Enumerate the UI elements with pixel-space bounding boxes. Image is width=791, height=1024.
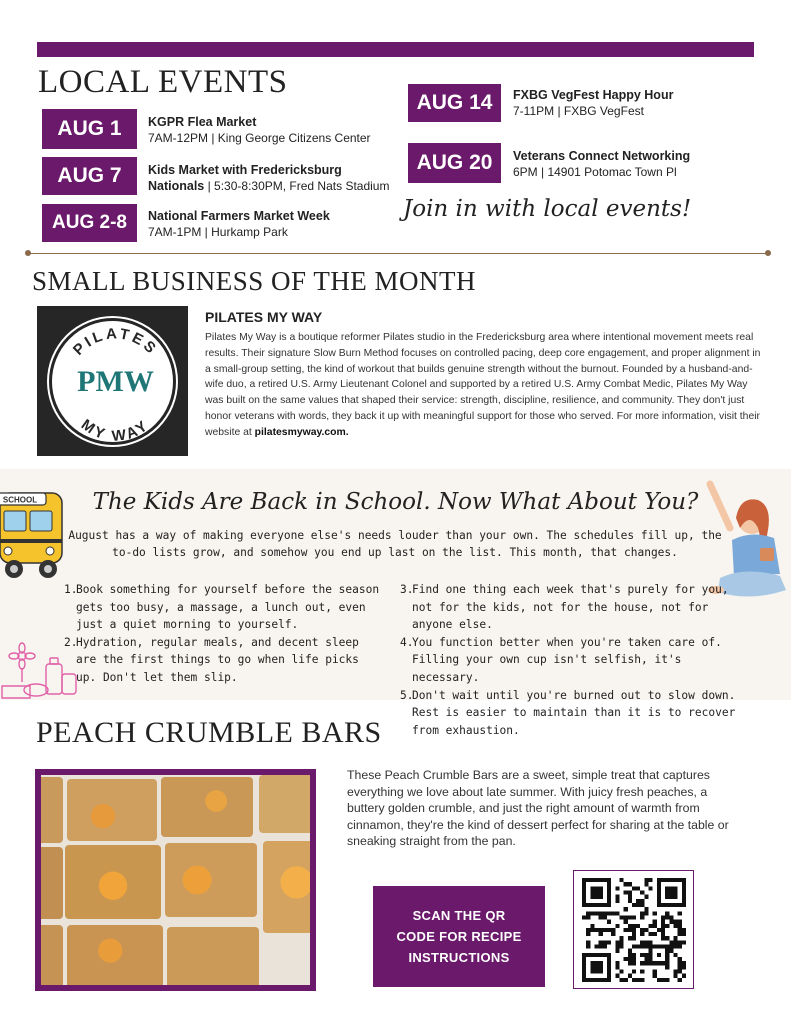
recipe-description: These Peach Crumble Bars are a sweet, simple treat that captures everything we love about late summer. With juicy fresh peaches, a buttery golden crumble, and just the right amount of warmth from cinnamon, they're the kind of dessert perfect for sharing at the table or sneaking straight from the pan. [347, 768, 729, 849]
kids-section-intro: August has a way of making everyone else's needs louder than your own. The schedules fill up, the to-do lists grow, and somehow you end up last on the list. This month, that changes. [68, 529, 722, 559]
event-details: 7-11PM | FXBG VegFest [513, 104, 644, 118]
scan-qr-label: SCAN THE QR CODE FOR RECIPE INSTRUCTIONS [396, 908, 522, 965]
business-description-text: Pilates My Way is a boutique reformer Pilates studio in the Fredericksburg area where intentional movement meets real results. Their signature Slow Burn Method focuses on controlled pacing, deep core engagement, and proper alignment in a small-group setting, the kind of workout that builds genuine strength without the burnout. Founded by a husband-and-wife duo, a retired U.S. Army Lieutenant Colonel and supported by a retired U.S. Army Combat Medic, Pilates My Way was built on the same values that shaped their service: strength, discipline, resilience, and community. They don't just honor veterans with words, they back it up with meaningful support for those who served. For more information, visit their website at [205, 332, 761, 438]
event-name: Veterans Connect Networking [513, 149, 691, 163]
events-tagline: Join in with local events! [403, 196, 692, 222]
tip-text: You function better when you're taken care of. Filling your own cup isn't selfish, it's necessary. [412, 635, 722, 684]
tip-number: 4. [400, 635, 414, 649]
tip-text: Book something for yourself before the season gets too busy, a massage, a lunch out, even just a quiet morning to yourself. [76, 583, 380, 632]
event-date-badge: AUG 20 [408, 143, 501, 183]
logo-monogram: PMW [77, 365, 154, 398]
business-description [205, 330, 763, 441]
event-item [513, 87, 673, 119]
tip-text: Find one thing each week that's purely for you, not for the kids, not for the house, not for anyone else. [412, 583, 729, 632]
event-date-badge: AUG 14 [408, 84, 501, 122]
logo-top-text: PILATES [69, 325, 162, 359]
qr-code-icon [582, 878, 686, 982]
tip-item [64, 634, 382, 687]
event-details: 6PM | 14901 Potomac Town Pl [513, 165, 677, 179]
event-name: KGPR Flea Market [148, 115, 257, 129]
event-item [148, 208, 330, 240]
section-divider [28, 253, 768, 254]
small-business-title: SMALL BUSINESS OF THE MONTH [32, 266, 477, 296]
recipe-photo-frame [35, 769, 316, 991]
local-events-title: LOCAL EVENTS [38, 64, 288, 100]
event-item [513, 148, 690, 180]
tips-list-left [64, 581, 382, 687]
scan-qr-button[interactable] [373, 886, 545, 987]
tip-number: 2. [64, 635, 78, 649]
business-logo [37, 306, 188, 456]
event-item [148, 162, 389, 194]
business-name: PILATES MY WAY [205, 309, 323, 325]
event-details: | 5:30-8:30PM, Fred Nats Stadium [204, 179, 390, 193]
tips-list-right [400, 581, 750, 739]
tip-item [64, 581, 382, 634]
recipe-qr-code[interactable] [573, 870, 694, 989]
event-name-cont: Nationals [148, 179, 205, 193]
event-name: Kids Market with Fredericksburg [148, 163, 342, 177]
business-website-link[interactable]: pilatesmyway.com. [254, 426, 349, 438]
logo-ring [49, 318, 176, 445]
logo-bottom-text: MY WAY [77, 416, 154, 446]
divider-dot [25, 250, 31, 256]
top-accent-bar [37, 42, 754, 57]
event-details: 7AM-12PM | King George Citizens Center [148, 131, 371, 145]
tip-item [400, 634, 750, 687]
event-item [148, 114, 371, 146]
tip-item [400, 687, 750, 740]
bus-sign-text: SCHOOL [2, 495, 38, 505]
tip-text: Don't wait until you're burned out to slow down. Rest is easier to maintain than it is to recover from exhaustion. [412, 688, 736, 737]
recipe-title: PEACH CRUMBLE BARS [36, 716, 382, 749]
tip-number: 5. [400, 688, 414, 702]
tip-number: 3. [400, 583, 414, 596]
tip-number: 1. [64, 583, 78, 596]
event-date-badge: AUG 2-8 [42, 204, 137, 242]
peach-bars-photo [41, 775, 310, 985]
event-name: National Farmers Market Week [148, 209, 330, 223]
svg-text:PILATES [70, 325, 161, 359]
event-date-badge: AUG 7 [42, 157, 137, 195]
tip-item [400, 581, 750, 634]
svg-text:MY WAY [78, 416, 153, 445]
divider-dot [765, 250, 771, 256]
event-name: FXBG VegFest Happy Hour [513, 88, 674, 102]
kids-section-title: The Kids Are Back in School. Now What About You? [92, 489, 699, 515]
event-details: 7AM-1PM | Hurkamp Park [148, 225, 288, 239]
event-date-badge: AUG 1 [42, 109, 137, 149]
tip-text: Hydration, regular meals, and decent sleep are the first things to go when life picks up. Don't let them slip. [76, 635, 359, 684]
